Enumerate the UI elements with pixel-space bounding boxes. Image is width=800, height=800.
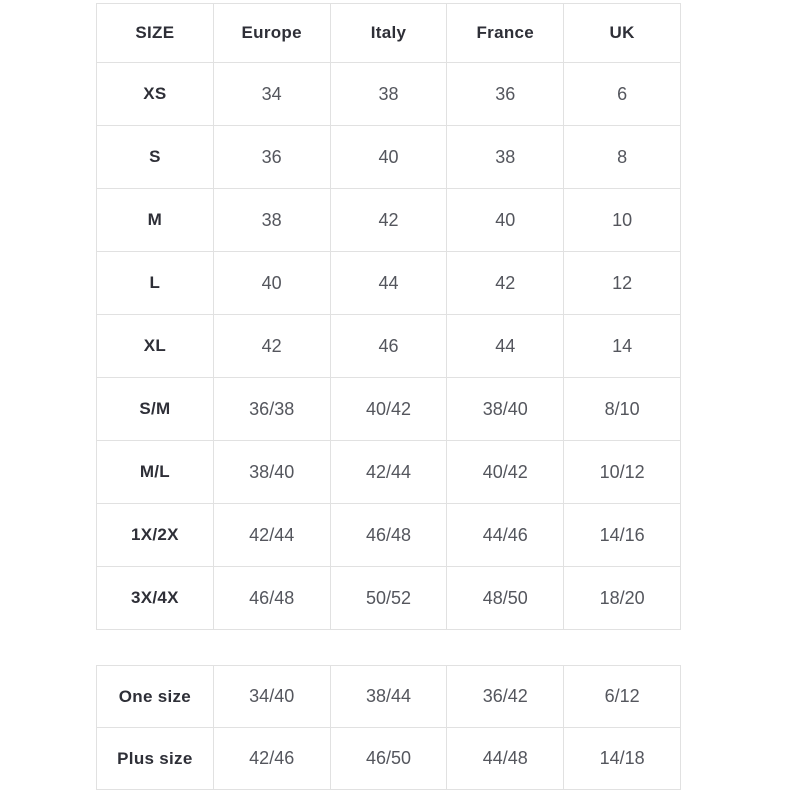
size-value-cell: 38 (447, 126, 564, 189)
size-conversion-tables (96, 3, 681, 790)
size-value-cell: 44 (330, 252, 447, 315)
size-value-cell: 44 (447, 315, 564, 378)
size-value-cell: 36/42 (447, 666, 564, 728)
size-value-cell: 46/48 (330, 504, 447, 567)
size-value-cell: 50/52 (330, 567, 447, 630)
size-value-cell: 42 (213, 315, 330, 378)
size-value-cell: 8/10 (564, 378, 681, 441)
special-sizes-table (96, 665, 681, 790)
size-value-cell: 42/44 (213, 504, 330, 567)
size-label-cell: 3X/4X (97, 567, 214, 630)
size-value-cell: 42/46 (213, 728, 330, 790)
size-label-cell: M/L (97, 441, 214, 504)
size-conversion-table (96, 3, 681, 630)
size-value-cell: 36 (447, 63, 564, 126)
size-value-cell: 38/44 (330, 666, 447, 728)
column-header: Europe (213, 4, 330, 63)
size-value-cell: 36 (213, 126, 330, 189)
size-label-cell: S (97, 126, 214, 189)
size-value-cell: 42 (330, 189, 447, 252)
size-value-cell: 46 (330, 315, 447, 378)
size-value-cell: 14 (564, 315, 681, 378)
size-value-cell: 6/12 (564, 666, 681, 728)
size-value-cell: 38/40 (213, 441, 330, 504)
column-header: UK (564, 4, 681, 63)
table-row (97, 728, 681, 790)
table-row (97, 63, 681, 126)
size-value-cell: 40/42 (330, 378, 447, 441)
size-value-cell: 48/50 (447, 567, 564, 630)
size-value-cell: 42 (447, 252, 564, 315)
column-header: France (447, 4, 564, 63)
table-row (97, 126, 681, 189)
size-label-cell: XL (97, 315, 214, 378)
size-value-cell: 14/18 (564, 728, 681, 790)
size-label-cell: M (97, 189, 214, 252)
table-row (97, 315, 681, 378)
size-value-cell: 38 (330, 63, 447, 126)
size-value-cell: 10 (564, 189, 681, 252)
size-label-cell: One size (97, 666, 214, 728)
size-value-cell: 40 (330, 126, 447, 189)
size-value-cell: 38/40 (447, 378, 564, 441)
table-row (97, 567, 681, 630)
size-value-cell: 14/16 (564, 504, 681, 567)
size-value-cell: 44/48 (447, 728, 564, 790)
table-row (97, 189, 681, 252)
size-label-cell: S/M (97, 378, 214, 441)
table-row (97, 441, 681, 504)
column-header: Italy (330, 4, 447, 63)
size-value-cell: 40 (447, 189, 564, 252)
size-label-cell: Plus size (97, 728, 214, 790)
size-label-cell: 1X/2X (97, 504, 214, 567)
size-value-cell: 34 (213, 63, 330, 126)
size-value-cell: 46/50 (330, 728, 447, 790)
table-row (97, 252, 681, 315)
size-value-cell: 40 (213, 252, 330, 315)
header-row (97, 4, 681, 63)
size-value-cell: 38 (213, 189, 330, 252)
column-header: SIZE (97, 4, 214, 63)
size-value-cell: 6 (564, 63, 681, 126)
size-value-cell: 18/20 (564, 567, 681, 630)
table-row (97, 378, 681, 441)
size-value-cell: 36/38 (213, 378, 330, 441)
table-row (97, 666, 681, 728)
size-value-cell: 42/44 (330, 441, 447, 504)
size-value-cell: 44/46 (447, 504, 564, 567)
table-row (97, 504, 681, 567)
size-label-cell: L (97, 252, 214, 315)
size-value-cell: 8 (564, 126, 681, 189)
size-value-cell: 12 (564, 252, 681, 315)
size-value-cell: 34/40 (213, 666, 330, 728)
size-value-cell: 46/48 (213, 567, 330, 630)
size-value-cell: 40/42 (447, 441, 564, 504)
size-label-cell: XS (97, 63, 214, 126)
size-value-cell: 10/12 (564, 441, 681, 504)
